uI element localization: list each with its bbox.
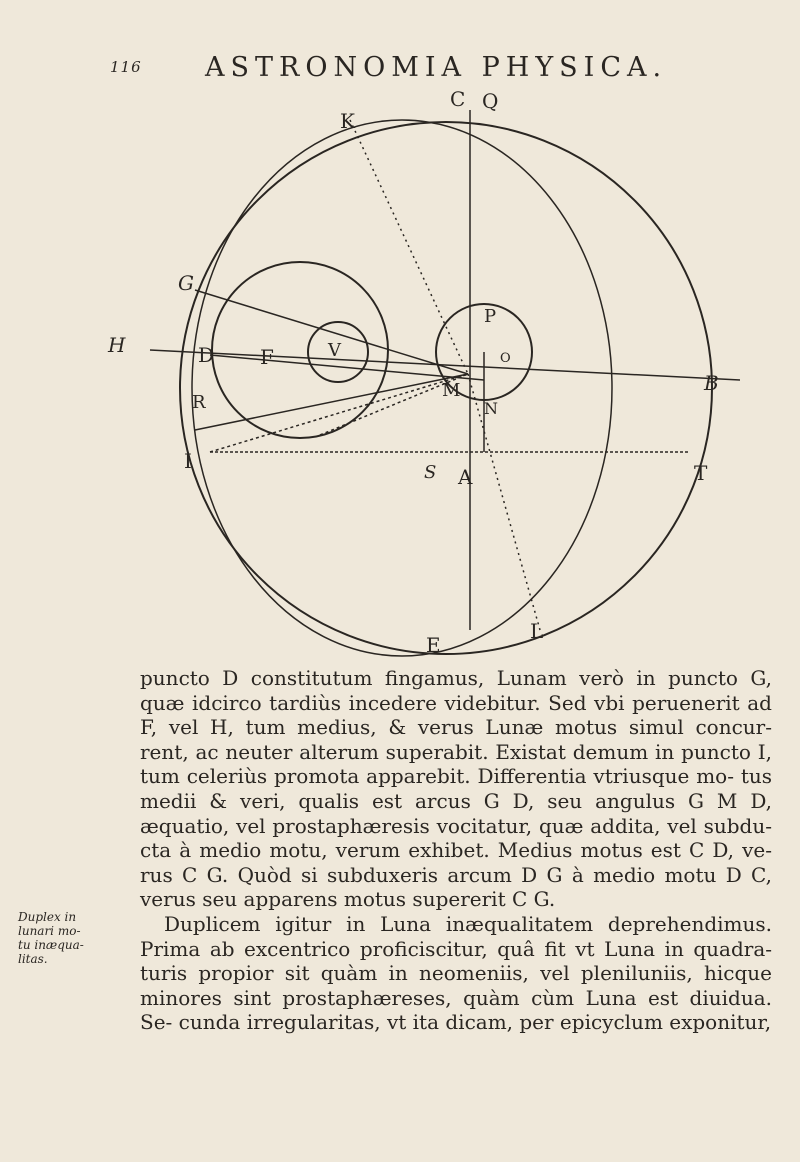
label-f: F (260, 345, 274, 369)
paragraph-2 (140, 912, 772, 1035)
line-h-b (150, 350, 740, 380)
line-i-m (195, 374, 468, 430)
line-i-s (210, 374, 468, 452)
line-m-l (468, 374, 540, 630)
text-line: I, tum celeriùs promota apparebit. Differentia vtriusque mo- (140, 739, 773, 789)
label-k: K (340, 109, 355, 133)
epicycle-left (212, 262, 388, 438)
text-line: turis propior sit quàm in neomeniis, vel pleniluniis, hicque (140, 961, 772, 986)
marginal-line: lunari mo- (18, 924, 81, 938)
text-line: quæ idcirco tardiùs incedere videbitur. Sed vbi peruenerit ad (140, 690, 772, 715)
label-g: G (178, 271, 194, 295)
text-line: tus medii & veri, qualis est arcus G D, seu angulus G M D, (140, 764, 773, 813)
label-v: V (328, 340, 341, 361)
text-line: F, vel H, tum medius, & verus Lunæ motus simul concur- (140, 715, 772, 740)
label-b: B (704, 371, 719, 395)
label-n: N (484, 399, 498, 418)
text-line: æquatio, vel prostaphæresis vocitatur, quæ addita, vel subdu- (140, 813, 772, 838)
text-line: cunda irregularitas, vt ita dicam, per epicyclum exponitur, (178, 1010, 772, 1035)
line-d-n (210, 355, 484, 380)
text-line: verus seu apparens motus supererit C G. (140, 887, 556, 912)
text-line: Duplicem igitur in Luna inæqualitatem deprehendimus. (164, 911, 772, 936)
label-o: O (500, 351, 511, 366)
body-text (140, 666, 772, 1035)
label-h: H (108, 333, 126, 357)
line-g-m (195, 290, 468, 374)
text-line: minores sint prostaphæreses, quàm cùm Luna est diuidua. Se- (140, 985, 772, 1035)
line-k-m (350, 120, 468, 374)
text-line: puncto D constitutum fingamus, Lunam verò in puncto G, (140, 666, 772, 690)
paragraph-1 (140, 666, 772, 912)
marginal-line: litas. (18, 952, 48, 966)
marginal-line: Duplex in (18, 910, 77, 924)
label-a: A (458, 465, 473, 489)
label-c: C (450, 90, 466, 111)
label-m: M (442, 380, 461, 401)
diagram-svg (100, 90, 740, 660)
running-head: ASTRONOMIA PHYSICA. (205, 52, 668, 83)
marginal-note (18, 910, 128, 966)
label-p: P (484, 306, 497, 327)
page-number: 116 (110, 58, 142, 76)
label-s: S (424, 462, 437, 483)
label-d: D (198, 343, 215, 367)
text-line: Prima ab excentrico proficiscitur, quâ fit vt Luna in quadra- (140, 936, 772, 961)
epicycle-diagram (100, 90, 740, 664)
text-line: rent, ac neuter alterum superabit. Existat demum in puncto (140, 739, 751, 764)
label-i: I (184, 449, 192, 473)
label-r: R (192, 392, 206, 413)
marginal-line: tu inæqua- (18, 938, 84, 952)
label-l: L (530, 619, 544, 643)
label-q: Q (482, 90, 499, 113)
text-line: rus C G. Quòd si subduxeris arcum D G à medio motu D C, (140, 862, 772, 887)
label-t: T (694, 461, 708, 485)
label-e: E (426, 633, 441, 657)
text-line: cta à medio motu, verum exhibet. Medius motus est C D, ve- (140, 838, 772, 863)
